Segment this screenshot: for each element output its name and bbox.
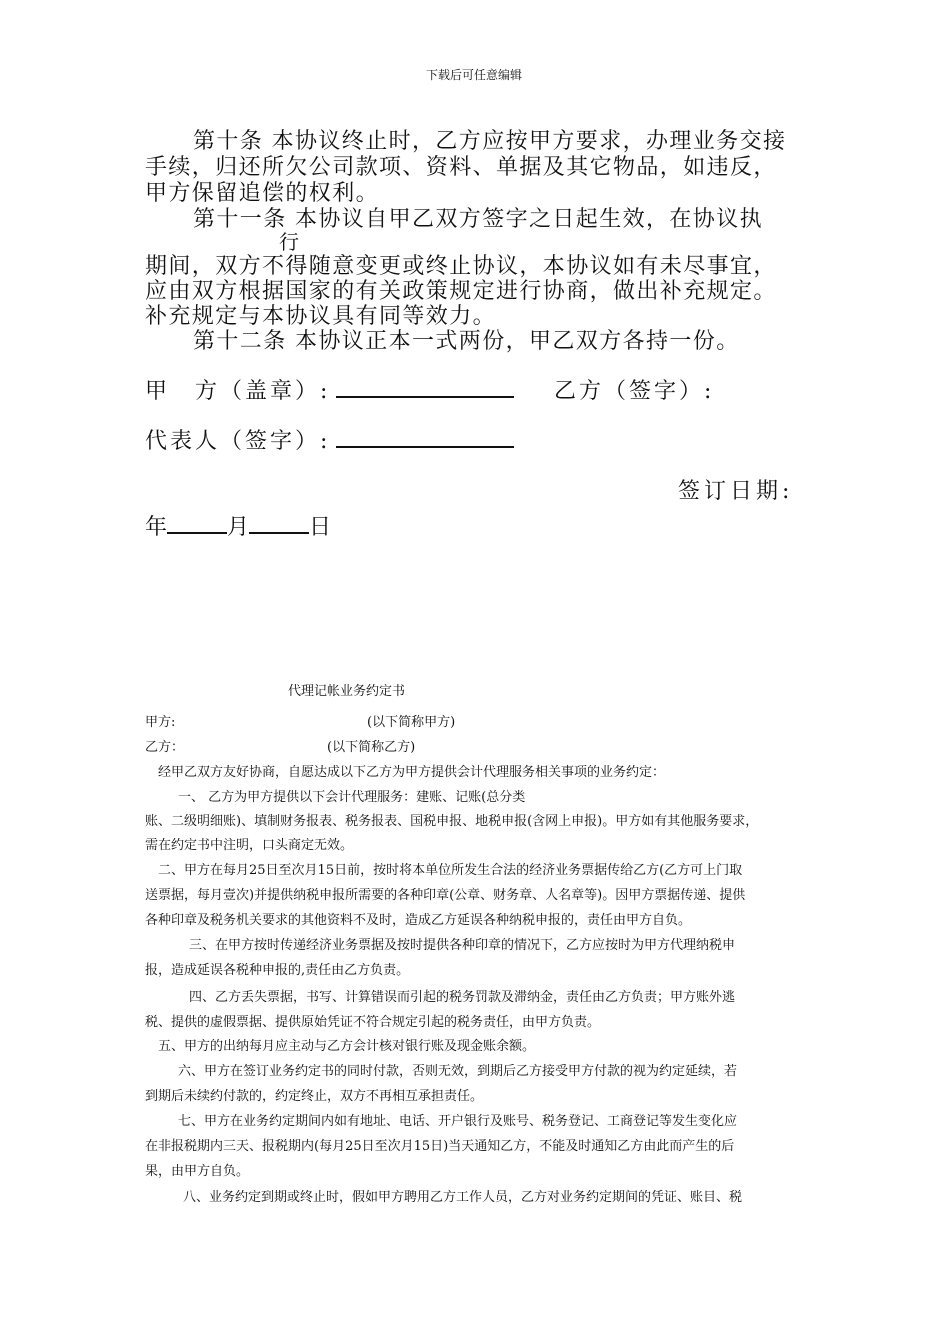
party-a-signature-line <box>336 396 514 398</box>
item-8-line-1: 八、业务约定到期或终止时，假如甲方聘用乙方工作人员，乙方对业务约定期间的凭证、账目、税 <box>183 1190 743 1205</box>
date-line <box>145 510 331 541</box>
party-b-label: 乙方： <box>145 740 185 755</box>
item-7-line-2: 在非报税期内三天、报税期内(每月25日至次月15日)当天通知乙方，不能及时通知乙方由此而产生的后 <box>145 1139 735 1154</box>
item-4-line-2: 税、提供的虚假票据、提供原始凭证不符合规定引起的税务责任，由甲方负责。 <box>145 1015 601 1030</box>
agreement-title: 代理记帐业务约定书 <box>288 684 406 699</box>
clause-11-wrap: 行 <box>279 230 301 254</box>
party-a-note: (以下简称甲方) <box>367 715 456 730</box>
item-7-line-3: 果，由甲方自负。 <box>145 1164 250 1179</box>
clause-11-line-4: 补充规定与本协议具有同等效力。 <box>145 304 497 329</box>
representative-sign-label: 代表人（签字）: <box>145 429 331 454</box>
party-b-note: (以下简称乙方) <box>327 740 416 755</box>
item-2-line-3: 各种印章及税务机关要求的其他资料不及时，造成乙方延误各种纳税申报的，责任由甲方自负。 <box>145 913 692 928</box>
clause-11-line-2: 期间，双方不得随意变更或终止协议，本协议如有未尽事宜， <box>145 254 777 279</box>
item-6-line-1: 六、甲方在签订业务约定书的同时付款，否则无效，到期后乙方接受甲方付款的视为约定延续，若 <box>178 1064 738 1079</box>
day-label: 日 <box>309 515 332 540</box>
year-label: 年 <box>145 515 168 540</box>
item-1-line-2: 账、二级明细账)、填制财务报表、税务报表、国税申报、地税申报(含网上申报)。甲方如有其他服务要求， <box>145 814 759 829</box>
sign-date-label: 签订日期: <box>678 479 794 504</box>
item-2-line-1: 二、甲方在每月25日至次月15日前，按时将本单位所发生合法的经济业务票据传给乙方(乙方可上门取 <box>158 863 743 878</box>
representative-signature-line <box>336 446 514 448</box>
party-a-seal-label: 甲 方（盖章）: <box>145 379 331 404</box>
month-blank <box>167 532 227 534</box>
clause-11-line-1: 第十一条 本协议自甲乙双方签字之日起生效，在协议执 <box>193 207 763 232</box>
clause-10-line-3: 甲方保留追偿的权利。 <box>145 181 380 206</box>
clause-12-line-1: 第十二条 本协议正本一式两份，甲乙双方各持一份。 <box>193 329 740 354</box>
item-4-line-1: 四、乙方丢失票据，书写、计算错误而引起的税务罚款及滞纳金，责任由乙方负责；甲方账外逃 <box>189 990 736 1005</box>
page-header: 下载后可任意编辑 <box>426 68 523 82</box>
item-7-line-1: 七、甲方在业务约定期间内如有地址、电话、开户银行及账号、税务登记、工商登记等发生变化应 <box>178 1114 738 1129</box>
month-label: 月 <box>227 515 250 540</box>
clause-10-line-1: 第十条 本协议终止时，乙方应按甲方要求，办理业务交接 <box>193 129 787 154</box>
item-3-line-1: 三、在甲方按时传递经济业务票据及按时提供各种印章的情况下，乙方应按时为甲方代理纳税申 <box>189 938 736 953</box>
item-6-line-2: 到期后未续约付款的，约定终止，双方不再相互承担责任。 <box>145 1089 484 1104</box>
agreement-intro: 经甲乙双方友好协商，自愿达成以下乙方为甲方提供会计代理服务相关事项的业务约定： <box>158 765 666 780</box>
party-b-sign-label: 乙方（签字）: <box>554 379 715 404</box>
party-a-label: 甲方: <box>145 715 176 730</box>
day-blank <box>249 532 309 534</box>
item-3-line-2: 报，造成延误各税种申报的,责任由乙方负责。 <box>145 963 410 978</box>
item-2-line-2: 送票据，每月壹次)并提供纳税申报所需要的各种印章(公章、财务章、人名章等)。因甲方票据传递、提供 <box>145 888 746 903</box>
item-1-line-3: 需在约定书中注明，口头商定无效。 <box>145 838 354 853</box>
clause-10-line-2: 手续，归还所欠公司款项、资料、单据及其它物品，如违反， <box>145 155 777 180</box>
item-5-line-1: 五、甲方的出纳每月应主动与乙方会计核对银行账及现金账余额。 <box>158 1039 536 1054</box>
clause-11-line-3: 应由双方根据国家的有关政策规定进行协商，做出补充规定。 <box>145 279 777 304</box>
item-1-line-1: 一、 乙方为甲方提供以下会计代理服务：建账、记账(总分类 <box>178 790 526 805</box>
